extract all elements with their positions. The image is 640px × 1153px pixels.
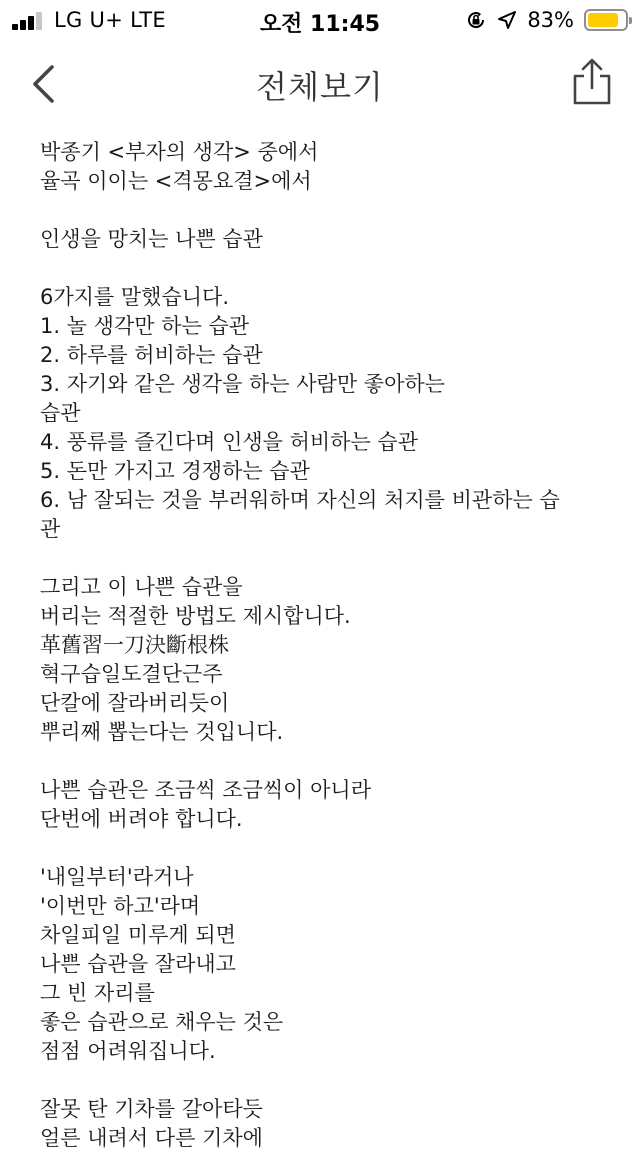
share-icon: [570, 58, 614, 106]
page-title: 전체보기: [256, 68, 384, 106]
blank-line: [40, 254, 610, 283]
text-line: 관: [40, 517, 61, 541]
blank-line: [40, 196, 610, 225]
carrier-label: LG U+ LTE: [54, 8, 166, 32]
text-line: 1. 놀 생각만 하는 습관: [40, 314, 250, 338]
battery-percentage: 83%: [527, 8, 574, 32]
navigation-bar: [0, 40, 640, 128]
share-button[interactable]: [564, 54, 620, 110]
text-line: 잘못 탄 기차를 갈아타듯: [40, 1097, 263, 1121]
text-line: 6가지를 말했습니다.: [40, 285, 229, 309]
text-line: 나쁜 습관을 잘라내고: [40, 952, 236, 976]
text-line: 율곡 이이는 <격몽요결>에서: [40, 169, 312, 193]
blank-line: [40, 747, 610, 776]
text-line: 단칼에 잘라버리듯이: [40, 691, 230, 715]
text-line: 2. 하루를 허비하는 습관: [40, 343, 263, 367]
text-line: 차일피일 미루게 되면: [40, 923, 236, 947]
location-arrow-icon: [497, 10, 517, 30]
status-indicators: [465, 7, 628, 33]
text-line: 3. 자기와 같은 생각을 하는 사람만 좋아하는: [40, 372, 445, 396]
status-time: 오전 11:45: [259, 12, 381, 37]
text-line: 6. 남 잘되는 것을 부러워하며 자신의 처지를 비관하는 습: [40, 488, 560, 512]
status-bar: [0, 0, 640, 40]
rotation-lock-icon: [465, 9, 487, 31]
text-line: 5. 돈만 가지고 경쟁하는 습관: [40, 459, 310, 483]
text-line: 革舊習一刀決斷根株: [40, 633, 229, 657]
text-line: 혁구습일도결단근주: [40, 662, 223, 686]
text-line: 박종기 <부자의 생각> 중에서: [40, 140, 319, 164]
text-line: 그리고 이 나쁜 습관을: [40, 575, 243, 599]
article-body: [40, 138, 610, 1150]
text-line: 버리는 적절한 방법도 제시합니다.: [40, 604, 351, 628]
text-line: 습관: [40, 401, 81, 425]
text-line: 인생을 망치는 나쁜 습관: [40, 227, 263, 251]
text-line: 4. 풍류를 즐긴다며 인생을 허비하는 습관: [40, 430, 418, 454]
text-line: '내일부터'라거나: [40, 865, 194, 889]
text-line: 단번에 버려야 합니다.: [40, 807, 243, 831]
battery-icon: [584, 9, 628, 31]
text-line: '이번만 하고'라며: [40, 894, 201, 918]
text-line: 점점 어려워집니다.: [40, 1039, 216, 1063]
text-line: 좋은 습관으로 채우는 것은: [40, 1010, 284, 1034]
text-line: 그 빈 자리를: [40, 981, 155, 1005]
text-line: 얼른 내려서 다른 기차에: [40, 1126, 263, 1150]
blank-line: [40, 834, 610, 863]
text-line: 나쁜 습관은 조금씩 조금씩이 아니라: [40, 778, 371, 802]
blank-line: [40, 1066, 610, 1095]
text-line: 뿌리째 뽑는다는 것입니다.: [40, 720, 284, 744]
blank-line: [40, 544, 610, 573]
